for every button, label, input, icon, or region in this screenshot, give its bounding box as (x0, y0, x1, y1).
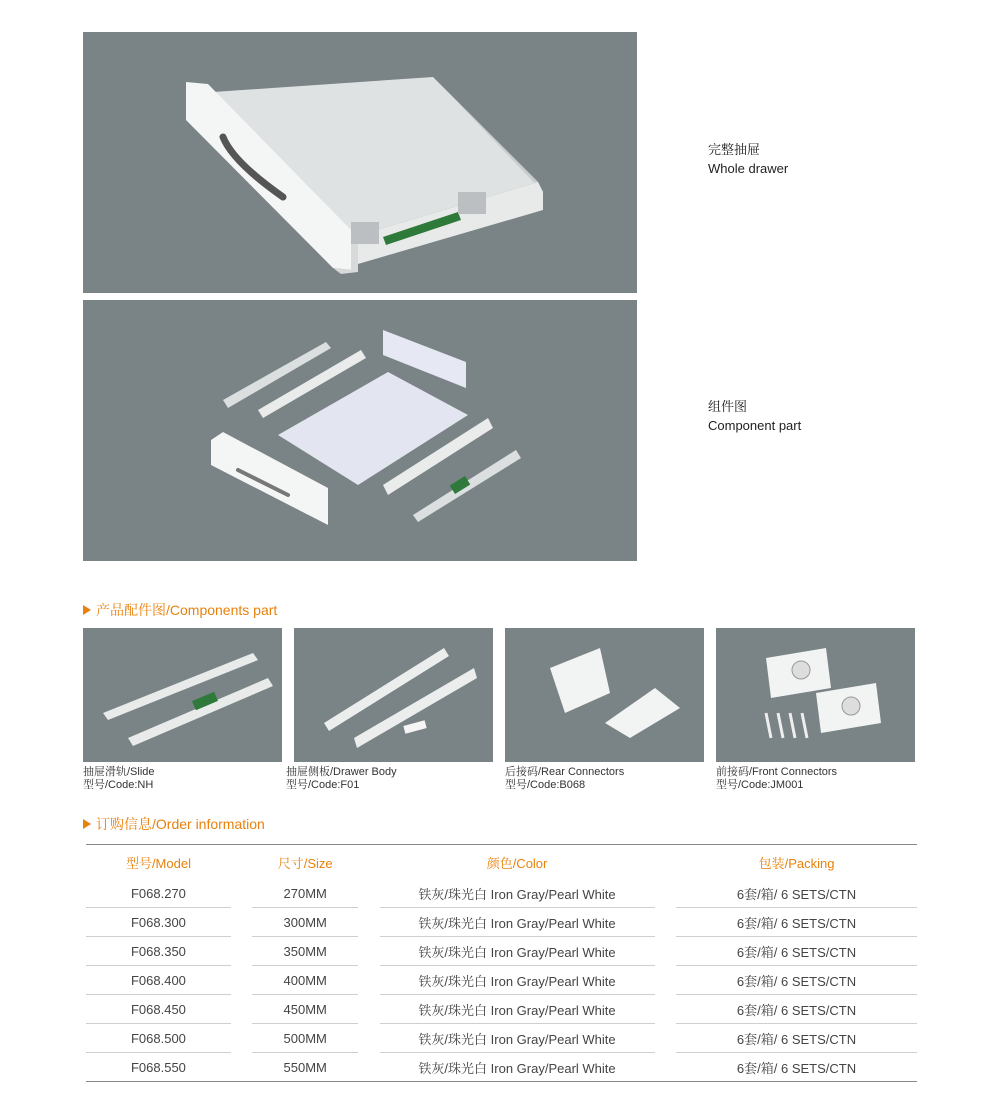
packing-cell: 6套/箱/ 6 SETS/CTN (676, 995, 917, 1024)
front-connectors-caption (716, 766, 837, 792)
table-row (86, 937, 917, 966)
model-cell: F068.400 (86, 966, 231, 995)
triangle-bullet-icon (83, 819, 91, 829)
front-connectors-illustration (716, 628, 915, 762)
rear-connectors-illustration (505, 628, 704, 762)
slide-name: 抽屉滑轨/Slide (83, 766, 155, 778)
table-row (86, 908, 917, 937)
model-cell: F068.450 (86, 995, 231, 1024)
rear-connectors-caption (505, 766, 624, 792)
color-cell: 铁灰/珠光白 Iron Gray/Pearl White (380, 995, 655, 1024)
color-cell: 铁灰/珠光白 Iron Gray/Pearl White (380, 937, 655, 966)
front-connectors-code: 型号/Code:JM001 (716, 779, 804, 791)
size-cell: 550MM (252, 1053, 358, 1082)
front-connectors-thumbnail (716, 628, 915, 762)
packing-cell: 6套/箱/ 6 SETS/CTN (676, 908, 917, 937)
size-cell: 350MM (252, 937, 358, 966)
color-cell: 铁灰/珠光白 Iron Gray/Pearl White (380, 1053, 655, 1082)
slide-illustration (83, 628, 282, 762)
model-cell: F068.270 (86, 879, 231, 908)
table-row (86, 1024, 917, 1053)
header-size: 尺寸/Size (252, 845, 358, 880)
table-row (86, 966, 917, 995)
packing-cell: 6套/箱/ 6 SETS/CTN (676, 1024, 917, 1053)
header-color: 颜色/Color (380, 845, 655, 880)
header-packing: 包装/Packing (676, 845, 917, 880)
component-part-label-cn: 组件图 (708, 399, 748, 414)
slide-thumbnail (83, 628, 282, 762)
front-connectors-name: 前接码/Front Connectors (716, 766, 838, 778)
order-section-title (83, 814, 265, 834)
packing-cell: 6套/箱/ 6 SETS/CTN (676, 937, 917, 966)
components-section-title (83, 600, 277, 620)
packing-cell: 6套/箱/ 6 SETS/CTN (676, 879, 917, 908)
color-cell: 铁灰/珠光白 Iron Gray/Pearl White (380, 966, 655, 995)
drawer-body-code: 型号/Code:F01 (286, 779, 360, 791)
color-cell: 铁灰/珠光白 Iron Gray/Pearl White (380, 879, 655, 908)
slide-caption (83, 766, 155, 792)
model-cell: F068.500 (86, 1024, 231, 1053)
drawer-body-caption (286, 766, 397, 792)
size-cell: 300MM (252, 908, 358, 937)
exploded-drawer-illustration (83, 300, 637, 561)
whole-drawer-label (708, 140, 788, 178)
model-cell: F068.350 (86, 937, 231, 966)
slide-code: 型号/Code:NH (83, 779, 154, 791)
rear-connectors-name: 后接码/Rear Connectors (505, 766, 625, 778)
order-section-title-text: 订购信息/Order information (96, 816, 265, 832)
order-table (86, 844, 917, 1082)
whole-drawer-label-en: Whole drawer (708, 161, 789, 176)
drawer-illustration (83, 32, 637, 293)
whole-drawer-label-cn: 完整抽屉 (708, 142, 761, 157)
table-row (86, 879, 917, 908)
drawer-body-illustration (294, 628, 493, 762)
size-cell: 270MM (252, 879, 358, 908)
color-cell: 铁灰/珠光白 Iron Gray/Pearl White (380, 908, 655, 937)
component-part-image (83, 300, 637, 561)
whole-drawer-image (83, 32, 637, 293)
packing-cell: 6套/箱/ 6 SETS/CTN (676, 1053, 917, 1082)
size-cell: 400MM (252, 966, 358, 995)
drawer-body-thumbnail (294, 628, 493, 762)
packing-cell: 6套/箱/ 6 SETS/CTN (676, 966, 917, 995)
model-cell: F068.300 (86, 908, 231, 937)
rear-connectors-code: 型号/Code:B068 (505, 779, 586, 791)
size-cell: 450MM (252, 995, 358, 1024)
order-table-header (86, 845, 917, 880)
table-row (86, 1053, 917, 1082)
drawer-body-name: 抽屉侧板/Drawer Body (286, 766, 397, 778)
component-part-label (708, 397, 801, 435)
model-cell: F068.550 (86, 1053, 231, 1082)
header-model: 型号/Model (86, 845, 231, 880)
color-cell: 铁灰/珠光白 Iron Gray/Pearl White (380, 1024, 655, 1053)
rear-connectors-thumbnail (505, 628, 704, 762)
triangle-bullet-icon (83, 605, 91, 615)
table-row (86, 995, 917, 1024)
size-cell: 500MM (252, 1024, 358, 1053)
component-part-label-en: Component part (708, 418, 802, 433)
components-section-title-text: 产品配件图/Components part (96, 602, 278, 618)
